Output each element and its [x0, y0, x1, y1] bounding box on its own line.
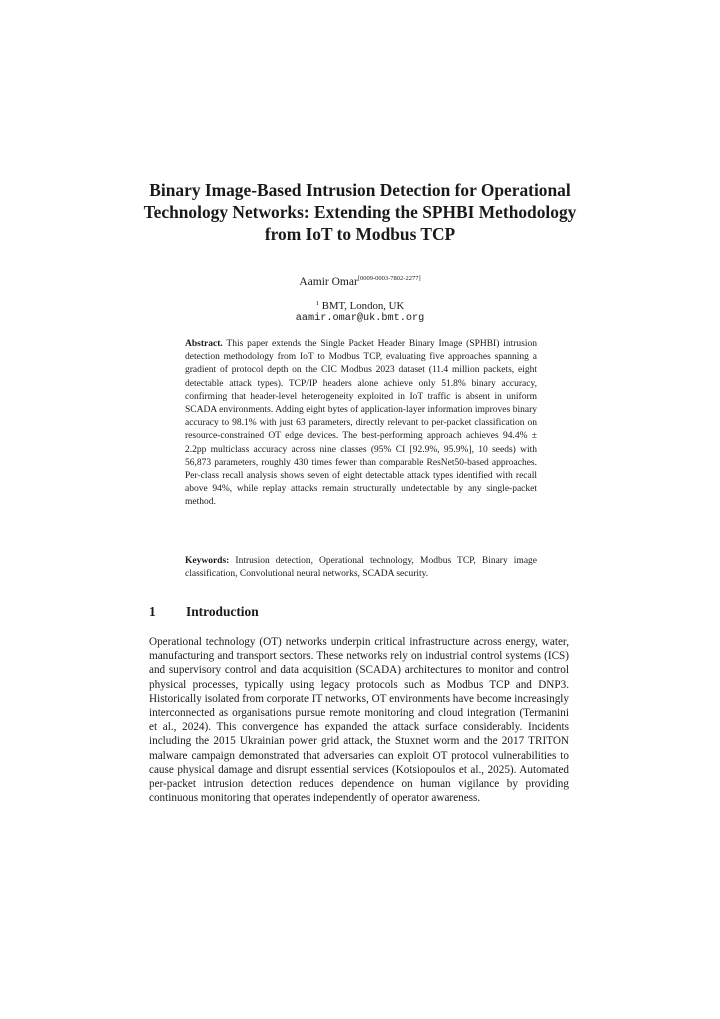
section-heading [149, 604, 259, 620]
keywords [185, 555, 537, 581]
author-name: Aamir Omar [299, 276, 358, 288]
abstract [185, 338, 537, 510]
affiliation [0, 297, 720, 313]
abstract-label: Abstract. [185, 339, 223, 349]
author-email: aamir.omar@uk.bmt.org [295, 313, 425, 324]
intro-paragraph: Operational technology (OT) networks underpin critical infrastructure across energy, water, manufacturing and transport sectors. These networks rely on industrial control systems (ICS) and supervisory control and data acquisition (SCADA) architectures to monitor and control physical processes, typically using legacy protocols such as Modbus TCP and DNP3. Historically isolated from corporate IT networks, OT environments have become increasingly interconnected as organisations pursue remote monitoring and cloud integration (Termanini et al., 2024). This convergence has expanded the attack surface considerably. Incidents including the 2015 Ukrainian power grid attack, the Stuxnet worm and the 2017 TRITON malware campaign demonstrated that adversaries can exploit OT protocol vulnerabilities to cause physical damage and disrupt essential services (Kotsiopoulos et al., 2025). Automated per-packet intrusion detection reduces dependence on human vigilance by providing continuous monitoring that operates independently of operator awareness. [149, 636, 569, 805]
section-title: Introduction [186, 604, 259, 619]
author-line [0, 272, 720, 289]
author-orcid: [0009-0003-7802-2277] [357, 275, 421, 282]
abstract-text: This paper extends the Single Packet Header Binary Image (SPHBI) intrusion detection methodology from IoT to Modbus TCP, evaluating five approaches spanning a gradient of protocol depth on the CIC Modbus 2023 dataset (11.4 million packets, eight detectable attack types). TCP/IP headers alone achieve only 51.8% binary accuracy, confirming that header-level heterogeneity exploited in IoT traffic is absent in uniform SCADA environments. Adding eight bytes of application-layer information improves binary accuracy to 98.1% with just 63 parameters, directly relevant to per-packet classification on resource-constrained OT edge devices. The best-performing approach achieves 94.4% ± 2.2pp multiclass accuracy across nine classes (95% CI [92.9%, 95.9%], 10 seeds) with 56,873 parameters, roughly 430 times fewer than comparable ResNet50-based approaches. Per-class recall analysis shows seven of eight detectable attack types identified with recall above 94%, while replay attacks remain structurally undetectable by any single-packet method. [185, 339, 537, 508]
affiliation-text: BMT, London, UK [321, 300, 405, 312]
keywords-label: Keywords: [185, 556, 230, 566]
affiliation-marker: 1 [315, 300, 319, 307]
section-number: 1 [149, 604, 156, 619]
paper-title: Binary Image-Based Intrusion Detection for Operational Technology Networks: Extending the SPHBI Methodology from IoT to Modbus TCP [143, 180, 577, 244]
keywords-text: Intrusion detection, Operational technology, Modbus TCP, Binary image classification, Convolutional neural networks, SCADA security. [185, 556, 538, 580]
